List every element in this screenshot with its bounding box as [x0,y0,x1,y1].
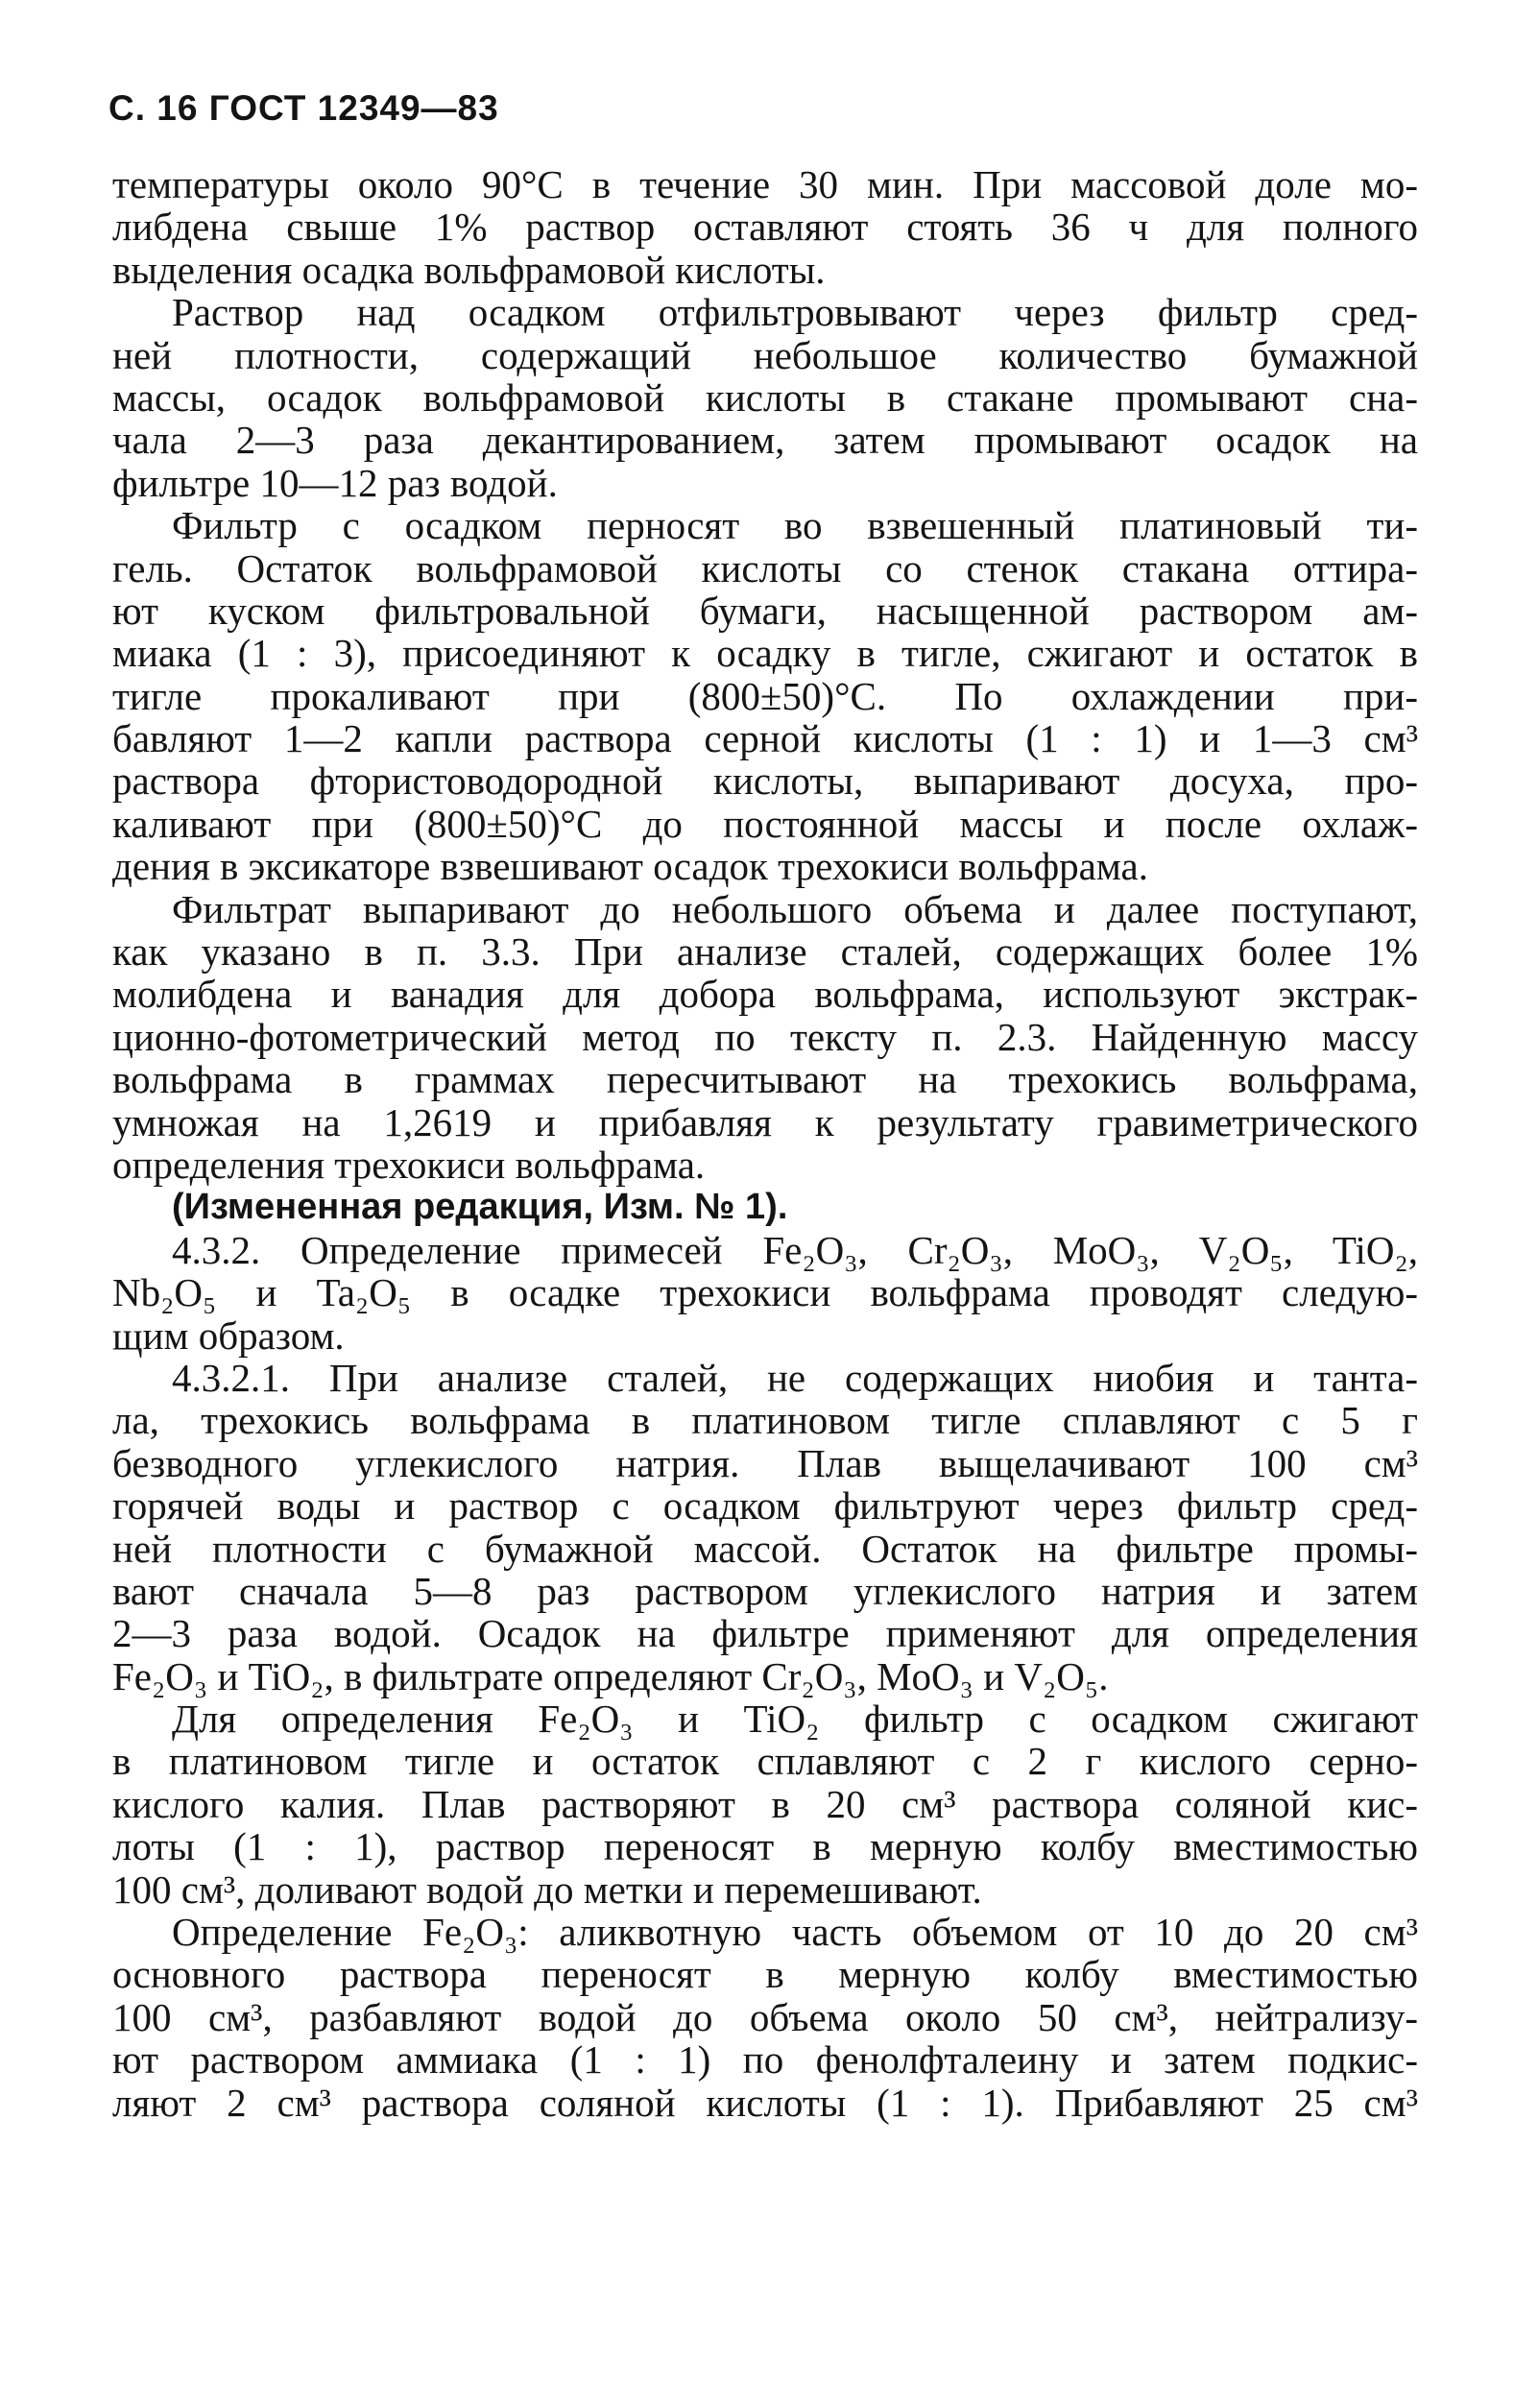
text-line: гель. Остаток вольфрамовой кислоты со стенок стакана оттира- [112,545,1418,590]
text-line: ют куском фильтровальной бумаги, насыщенной раствором ам- [112,588,1418,633]
text-line: вольфрама в граммах пересчитывают на трехокись вольфрама, [112,1057,1418,1102]
text-line: каливают при (800±50)°С до постоянной массы и после охлаж- [112,801,1418,846]
text-line: миака (1 : 3), присоединяют к осадку в тигле, сжигают и остаток в [112,631,1418,676]
text-line: безводного углекислого натрия. Плав выщелачивают 100 см³ [112,1440,1418,1485]
page-header: С. 16 ГОСТ 12349—83 [108,88,499,128]
text-line: Fe₂O₃ и TiO₂, в фильтрате определяют Cr₂O₃, MoO₃ и V₂O₅. [112,1653,1109,1698]
text-line: лоты (1 : 1), раствор переносят в мерную колбу вместимостью [112,1824,1418,1869]
text-line: 4.3.2.1. При анализе сталей, не содержащих ниобия и танта- [172,1355,1418,1400]
text-line: дения в эксикаторе взвешивают осадок трехокиси вольфрама. [112,844,1148,889]
text-line: бавляют 1—2 капли раствора серной кислоты (1 : 1) и 1—3 см³ [112,716,1418,761]
text-line: Определение Fe₂O₃: аликвотную часть объемом от 10 до 20 см³ [172,1910,1418,1955]
text-line: выделения осадка вольфрамовой кислоты. [112,247,826,292]
text-line: фильтре 10—12 раз водой. [112,460,558,505]
text-line: Раствор над осадком отфильтровывают через фильтр сред- [172,290,1418,335]
text-line: как указано в п. 3.3. При анализе сталей, содержащих более 1% [112,929,1418,975]
text-line: температуры около 90°С в течение 30 мин. При массовой доле мо- [112,162,1418,206]
text-line: ней плотности, содержащий небольшое количество бумажной [112,332,1418,377]
text-line: тигле прокаливают при (800±50)°С. По охлаждении при- [112,673,1418,718]
text-line: основного раствора переносят в мерную колбу вместимостью [112,1952,1418,1997]
text-line: Для определения Fe₂O₃ и TiO₂ фильтр с осадком сжигают [172,1697,1418,1742]
text-line: ционно-фотометрический метод по тексту п. 2.3. Найденную массу [112,1014,1418,1059]
text-line: горячей воды и раствор с осадком фильтруют через фильтр сред- [112,1483,1418,1529]
text-line: раствора фтористоводородной кислоты, выпаривают досуха, про- [112,759,1418,804]
amendment-note: (Измененная редакция, Изм. № 1). [172,1187,788,1228]
text-line: в платиновом тигле и остаток сплавляют с 2 г кислого серно- [112,1739,1418,1784]
text-line: чала 2—3 раза декантированием, затем промывают осадок на [112,418,1418,463]
text-line: ляют 2 см³ раствора соляной кислоты (1 : 1). Прибавляют 25 см³ [112,2080,1418,2125]
text-line: ют раствором аммиака (1 : 1) по фенолфталеину и затем подкис- [112,2037,1418,2083]
text-line: ней плотности с бумажной массой. Остаток на фильтре промы- [112,1526,1418,1571]
text-line: 100 см³, разбавляют водой до объема около 50 см³, нейтрализу- [112,1994,1418,2039]
text-line: определения трехокиси вольфрама. [112,1142,706,1187]
text-line: 4.3.2. Определение примесей Fe₂O₃, Cr₂O₃, MoO₃, V₂O₅, TiO₂, [172,1227,1418,1272]
text-line: Фильтр с осадком перносят во взвешенный платиновый ти- [172,503,1418,548]
text-line: либдена свыше 1% раствор оставляют стоять 36 ч для полного [112,205,1418,250]
text-line: кислого калия. Плав растворяют в 20 см³ раствора соляной кис- [112,1781,1418,1826]
text-line: ла, трехокись вольфрама в платиновом тигле сплавляют с 5 г [112,1398,1418,1443]
text-line: 100 см³, доливают водой до метки и перемешивают. [112,1866,982,1912]
text-line: 2—3 раза водой. Осадок на фильтре применяют для определения [112,1611,1418,1656]
text-line: щим образом. [112,1312,345,1358]
text-line: молибдена и ванадия для добора вольфрама, используют экстрак- [112,972,1418,1017]
text-line: массы, осадок вольфрамовой кислоты в стакане промывают сна- [112,374,1418,420]
text-line: умножая на 1,2619 и прибавляя к результату гравиметрического [112,1099,1418,1144]
text-line: Фильтрат выпаривают до небольшого объема и далее поступают, [172,886,1418,931]
text-line: вают сначала 5—8 раз раствором углекислого натрия и затем [112,1568,1418,1613]
text-line: Nb₂O₅ и Ta₂O₅ в осадке трехокиси вольфрама проводят следую- [112,1270,1418,1315]
document-body [112,163,1418,2124]
